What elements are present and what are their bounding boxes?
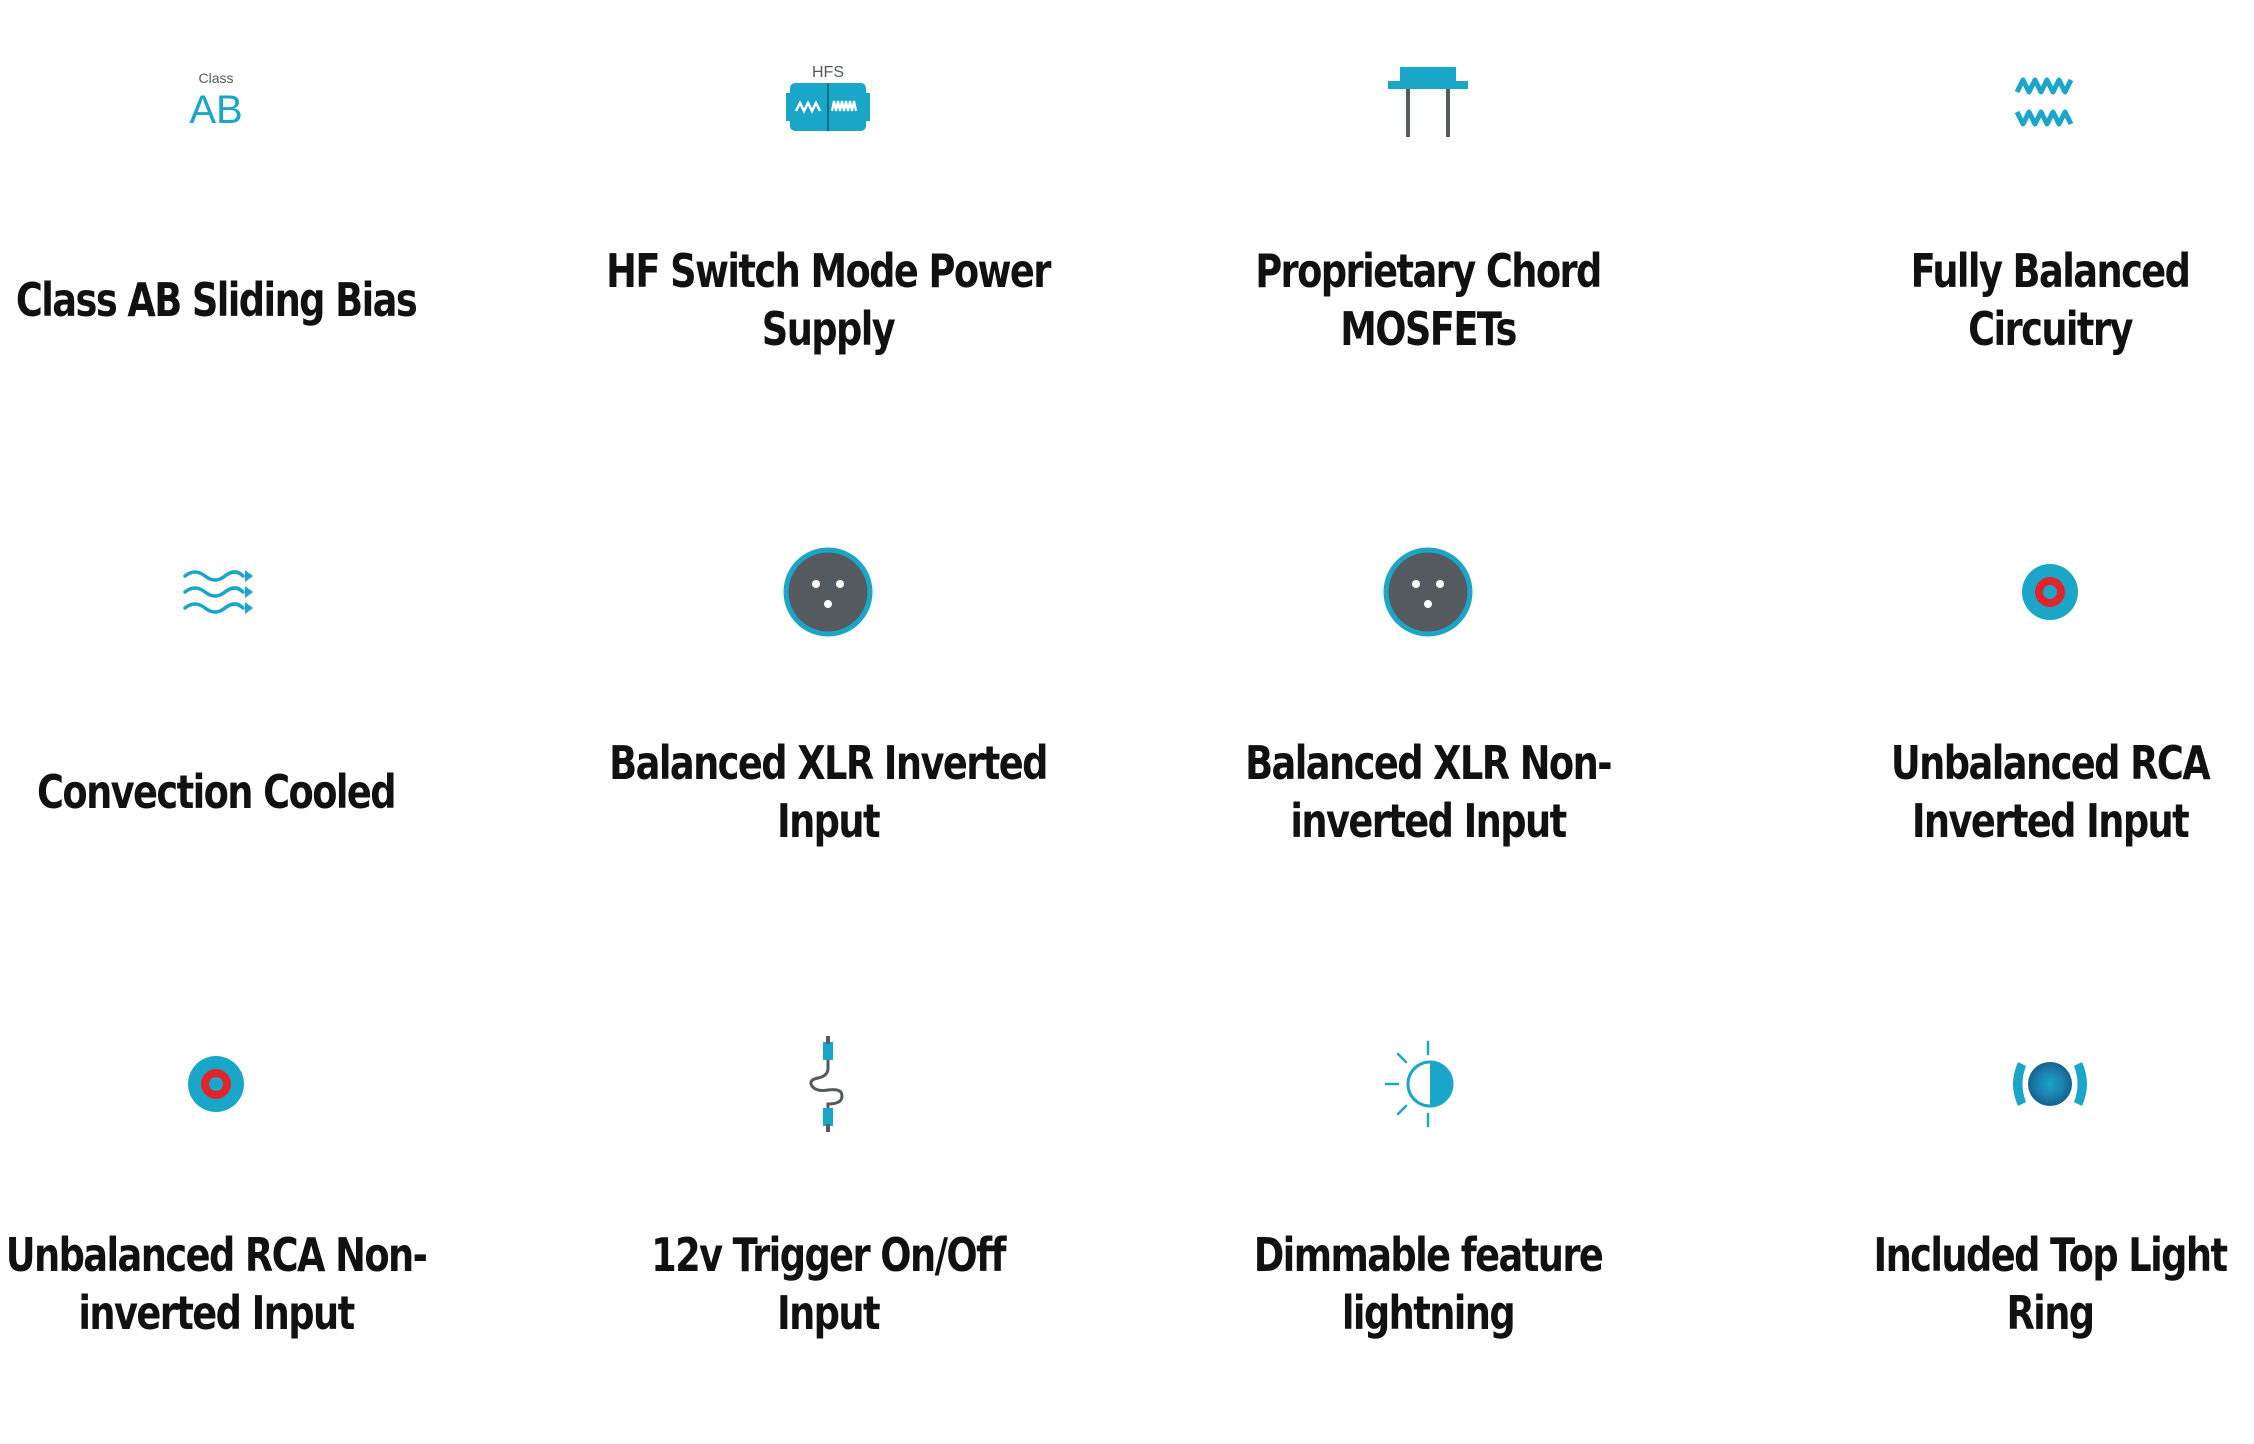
feature-xlr-non-inverted xyxy=(1148,512,1708,952)
svg-text:HFS: HFS xyxy=(812,64,844,81)
svg-text:AB: AB xyxy=(189,88,243,132)
feature-hf-power-supply xyxy=(548,20,1108,460)
feature-label: Included Top Light Ring xyxy=(1873,1228,2227,1340)
feature-convection xyxy=(0,512,496,952)
trigger-cable-icon xyxy=(548,1004,1108,1164)
rca-connector-icon xyxy=(1770,512,2254,672)
light-ring-icon xyxy=(1770,1004,2254,1164)
feature-label: Proprietary Chord MOSFETs xyxy=(1255,244,1601,356)
mosfet-icon xyxy=(1148,20,1708,180)
feature-xlr-inverted xyxy=(548,512,1108,952)
feature-label: Balanced XLR Inverted Input xyxy=(609,736,1047,848)
feature-mosfets xyxy=(1148,20,1708,460)
feature-light-ring xyxy=(1770,1004,2254,1444)
feature-label: Unbalanced RCA Non-inverted Input xyxy=(5,1228,427,1340)
feature-class-ab xyxy=(0,20,496,460)
feature-label: Balanced XLR Non-inverted Input xyxy=(1245,736,1611,848)
feature-label: Convection Cooled xyxy=(36,765,396,819)
feature-rca-inverted xyxy=(1770,512,2254,952)
rca-connector-icon xyxy=(0,1004,496,1164)
hfs-power-supply-icon xyxy=(548,20,1108,180)
feature-label: HF Switch Mode Power Supply xyxy=(606,244,1050,356)
feature-12v-trigger xyxy=(548,1004,1108,1444)
feature-label: Unbalanced RCA Inverted Input xyxy=(1890,736,2210,848)
feature-label: 12v Trigger On/Off Input xyxy=(651,1228,1005,1340)
feature-label: Fully Balanced Circuitry xyxy=(1910,244,2190,356)
feature-label: Class AB Sliding Bias xyxy=(15,273,417,327)
dimmer-icon xyxy=(1148,1004,1708,1164)
feature-label: Dimmable feature lightning xyxy=(1253,1228,1603,1340)
xlr-connector-icon xyxy=(548,512,1108,672)
balanced-waves-icon xyxy=(1770,20,2254,180)
svg-text:Class: Class xyxy=(198,70,234,86)
class-ab-icon xyxy=(0,20,496,180)
xlr-connector-icon xyxy=(1148,512,1708,672)
feature-dimmable xyxy=(1148,1004,1708,1444)
airflow-icon xyxy=(0,512,496,672)
feature-balanced-circuitry xyxy=(1770,20,2254,460)
feature-rca-non-inverted xyxy=(0,1004,496,1444)
